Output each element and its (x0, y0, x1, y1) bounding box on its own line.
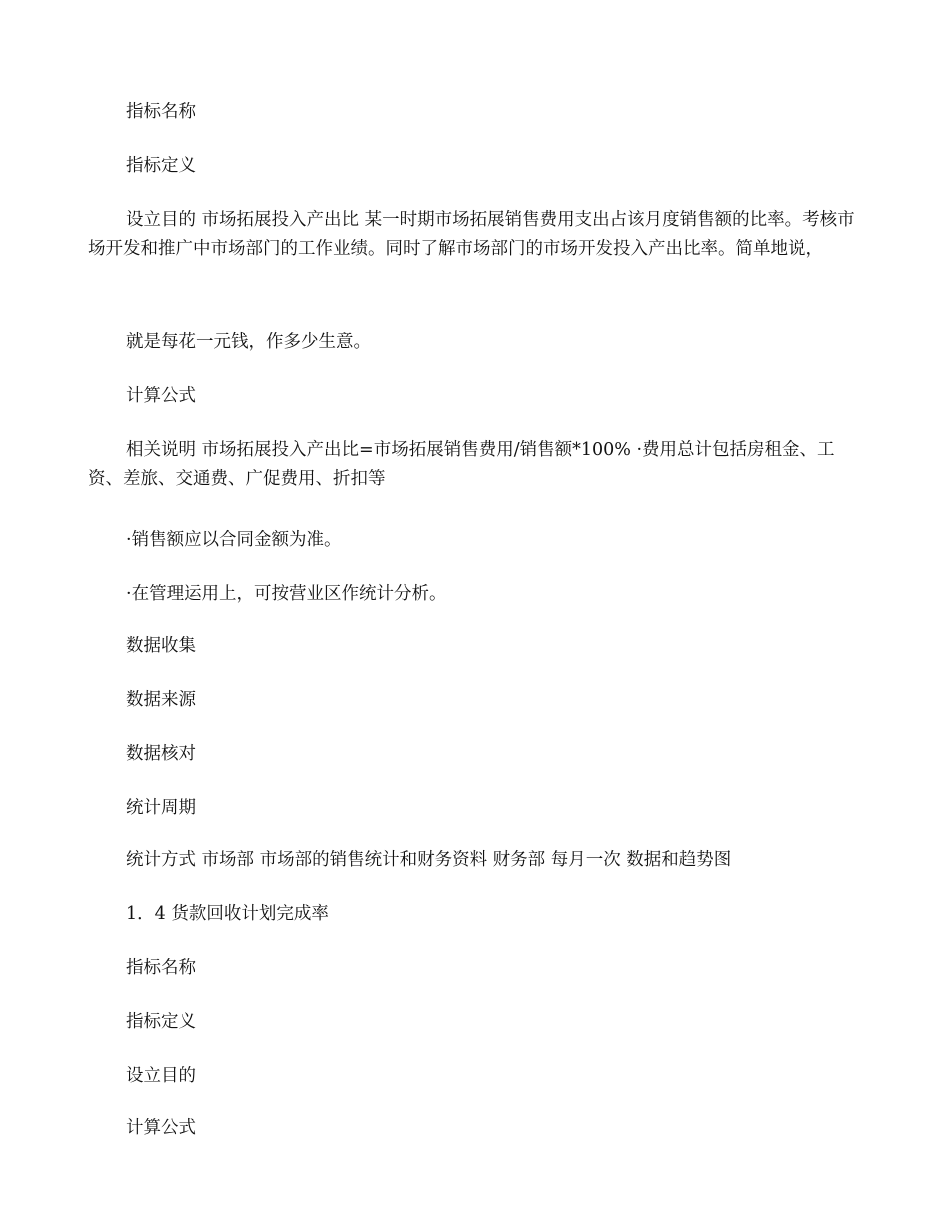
paragraph-formula-2: 计算公式 (126, 1118, 196, 1138)
paragraph-data-source: 数据来源 (126, 690, 196, 710)
paragraph-data-check: 数据核对 (126, 744, 196, 764)
paragraph-stat-period: 统计周期 (126, 798, 196, 818)
paragraph-stat-method: 统计方式 市场部 市场部的销售统计和财务资料 财务部 每月一次 数据和趋势图 (126, 850, 732, 870)
paragraph-purpose-2: 设立目的 (126, 1066, 196, 1086)
paragraph-purpose: 设立目的 市场拓展投入产出比 某一时期市场拓展销售费用支出占该月度销售额的比率。考核市场开发和推广中市场部门的工作业绩。同时了解市场部门的市场开发投入产出比率。简单地说， (88, 210, 855, 259)
section-heading-1-4: 1．4 货款回收计划完成率 (126, 904, 329, 924)
paragraph-indicator-definition: 指标定义 (126, 156, 196, 176)
paragraph-indicator-definition-2: 指标定义 (126, 1012, 196, 1032)
paragraph-related-notes: 相关说明 市场拓展投入产出比=市场拓展销售费用/销售额*100% ·费用总计包括房租金、工资、差旅、交通费、广促费用、折扣等 (88, 440, 835, 489)
paragraph-sales-note: ·销售额应以合同金额为准。 (126, 530, 342, 550)
paragraph-formula: 计算公式 (126, 386, 196, 406)
paragraph-indicator-name-2: 指标名称 (126, 958, 196, 978)
paragraph-simple-explanation: 就是每花一元钱，作多少生意。 (126, 332, 371, 352)
paragraph-management-note: ·在管理运用上，可按营业区作统计分析。 (126, 584, 447, 604)
paragraph-indicator-name: 指标名称 (126, 102, 196, 122)
paragraph-data-collection: 数据收集 (126, 636, 196, 656)
